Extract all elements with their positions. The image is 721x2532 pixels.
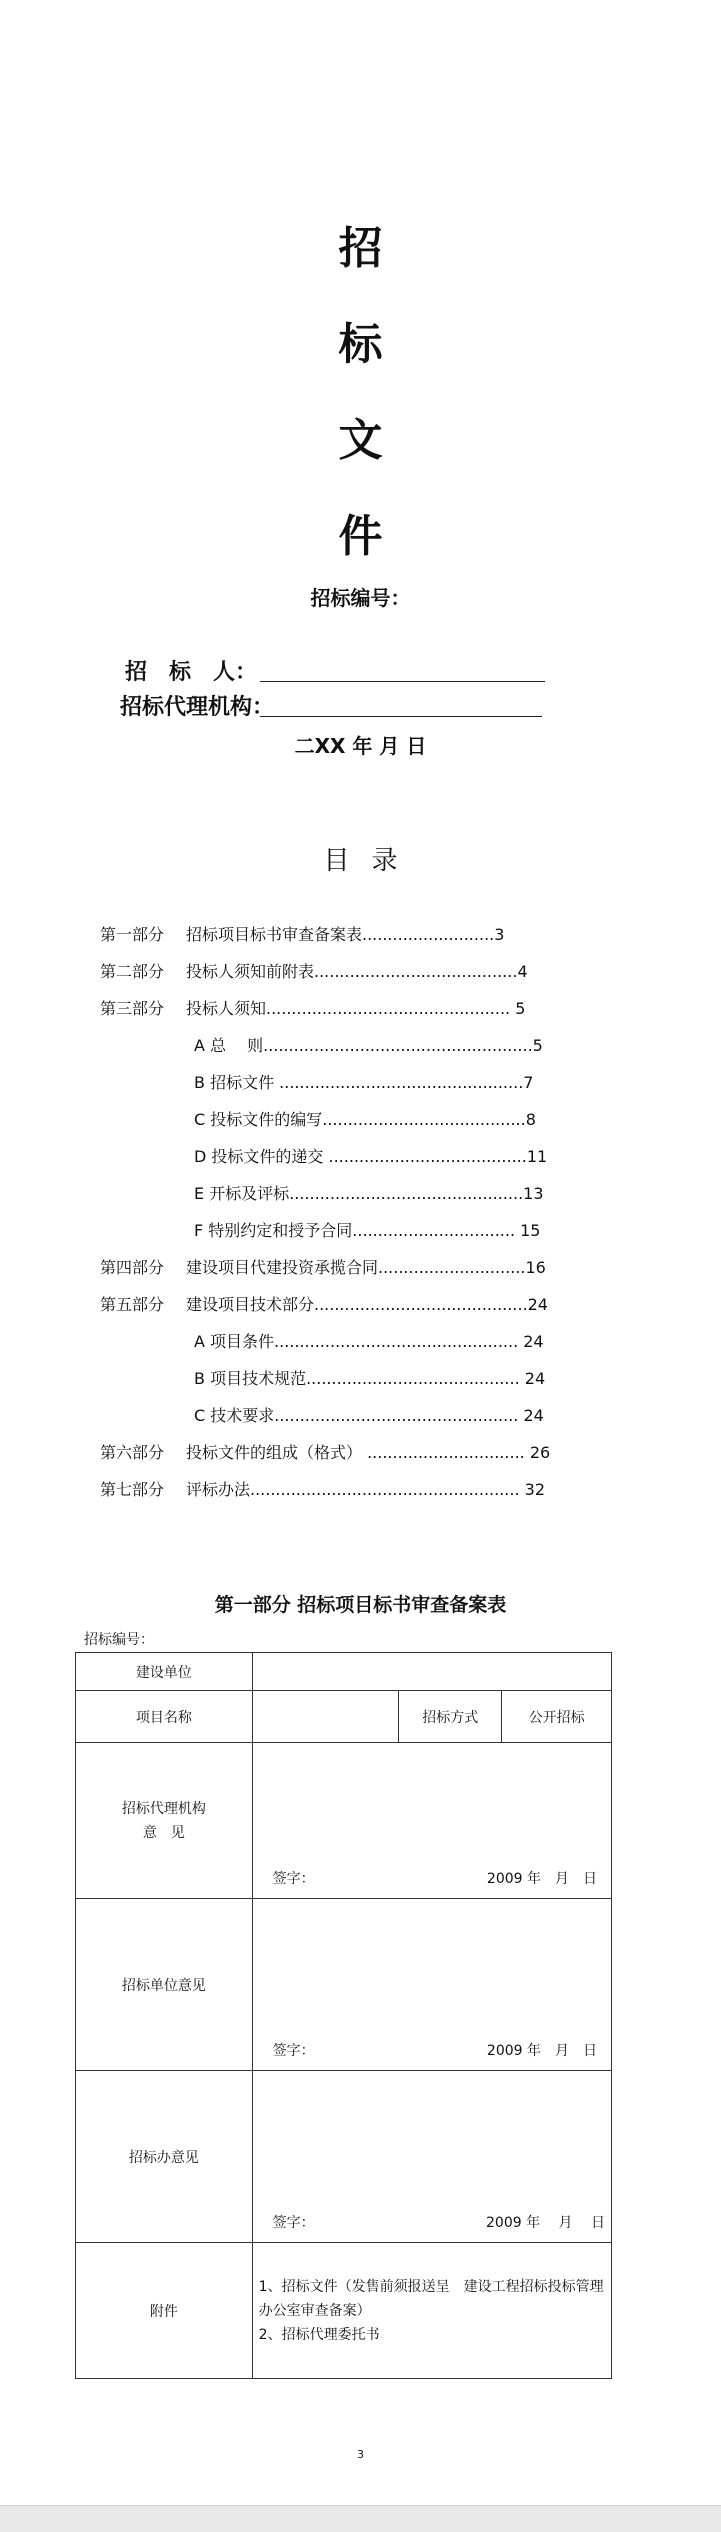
cover-title-char-3: 文 — [338, 415, 383, 466]
office-opinion-label: 招标办意见 — [76, 2071, 253, 2243]
cover-date: 二XX 年 月 日 — [294, 734, 427, 758]
table-row — [76, 2071, 612, 2243]
attachment-cell — [252, 2243, 611, 2379]
table-row — [76, 2243, 612, 2379]
tenderer-label: 招 标 人： — [125, 660, 258, 685]
section-bid-no-label: 招标编号： — [84, 1632, 154, 1648]
toc-subentry-text: B 项目技术规范.......................................... 24 — [194, 1369, 546, 1388]
signature-label: 签字： — [272, 1871, 315, 1887]
toc-subentry-text: E 开标及评标..............................................13 — [194, 1184, 544, 1203]
attachment-item: 2、招标代理委托书 — [258, 2326, 380, 2343]
toc-subentry-text: A 总 则.....................................................5 — [194, 1036, 543, 1055]
toc-part-label: 第七部分 — [100, 1480, 165, 1499]
table-row — [76, 1653, 612, 1691]
project-name-value[interactable] — [252, 1691, 399, 1743]
cover-title-char-1: 招 — [338, 223, 383, 274]
bid-method-label: 招标方式 — [399, 1691, 502, 1743]
signature-date: 2009 年 月 日 — [486, 2043, 597, 2059]
page-number: 3 — [357, 2448, 364, 2461]
tenderer-opinion-label: 招标单位意见 — [76, 1899, 253, 2071]
filing-form-table — [75, 1652, 612, 2379]
construction-unit-label: 建设单位 — [76, 1653, 253, 1691]
agency-opinion-cell[interactable] — [252, 1743, 611, 1899]
agency-line — [260, 716, 542, 717]
agency-label: 招标代理机构： — [120, 695, 275, 720]
toc-part-label: 第六部分 — [100, 1443, 165, 1462]
toc-subentry-text: C 投标文件的编写........................................8 — [194, 1110, 536, 1129]
toc-entry-text: 评标办法..................................................... 32 — [186, 1480, 546, 1499]
bid-method-value: 公开招标 — [502, 1691, 612, 1743]
office-opinion-cell[interactable] — [252, 2071, 611, 2243]
toc-entry-text: 投标人须知................................................ 5 — [186, 999, 526, 1018]
toc-subentry-text: A 项目条件................................................ 24 — [194, 1332, 544, 1351]
toc-part-label: 第五部分 — [100, 1295, 165, 1314]
tenderer-opinion-cell[interactable] — [252, 1899, 611, 2071]
toc-subentry-text: F 特别约定和授予合同................................ 15 — [194, 1221, 541, 1240]
toc-part-label: 第四部分 — [100, 1258, 165, 1277]
cover-bid-no-label: 招标编号： — [310, 586, 411, 610]
signature-label: 签字： — [272, 2215, 315, 2231]
toc-entry-text: 投标人须知前附表........................................4 — [186, 962, 528, 981]
table-row — [76, 1743, 612, 1899]
cover-title-char-2: 标 — [338, 319, 383, 370]
table-row — [76, 1691, 612, 1743]
attachment-label: 附件 — [76, 2243, 253, 2379]
toc-subentry-text: D 投标文件的递交 .......................................11 — [194, 1147, 548, 1166]
cover-title-char-4: 件 — [338, 511, 383, 562]
section-title: 第一部分 招标项目标书审查备案表 — [214, 1594, 507, 1616]
window-bottom-bar — [0, 2505, 721, 2532]
toc-entry-text: 建设项目代建投资承揽合同.............................16 — [186, 1258, 546, 1277]
table-row — [76, 1899, 612, 2071]
toc-entry-text: 投标文件的组成（格式） ............................... 26 — [186, 1443, 551, 1462]
toc-entry-text: 招标项目标书审查备案表..........................3 — [186, 925, 505, 944]
toc-part-label: 第一部分 — [100, 925, 165, 944]
toc-part-label: 第三部分 — [100, 999, 165, 1018]
toc-subentry-text: C 技术要求................................................ 24 — [194, 1406, 544, 1425]
project-name-label: 项目名称 — [76, 1691, 253, 1743]
toc-part-label: 第二部分 — [100, 962, 165, 981]
toc-entry-text: 建设项目技术部分..........................................24 — [186, 1295, 548, 1314]
construction-unit-value[interactable] — [252, 1653, 611, 1691]
attachment-item: 1、招标文件（发售前须报送呈 建设工程招标投标管理办公室审查备案） — [258, 2278, 604, 2319]
toc-subentry-text: B 招标文件 ................................................7 — [194, 1073, 534, 1092]
agency-opinion-label: 招标代理机构 意 见 — [76, 1743, 253, 1899]
signature-label: 签字： — [272, 2043, 315, 2059]
signature-date: 2009 年 月 日 — [486, 1871, 597, 1887]
signature-date: 2009 年 月 日 — [486, 2215, 605, 2231]
toc-title: 目录 — [323, 846, 420, 876]
tenderer-line — [260, 681, 545, 682]
